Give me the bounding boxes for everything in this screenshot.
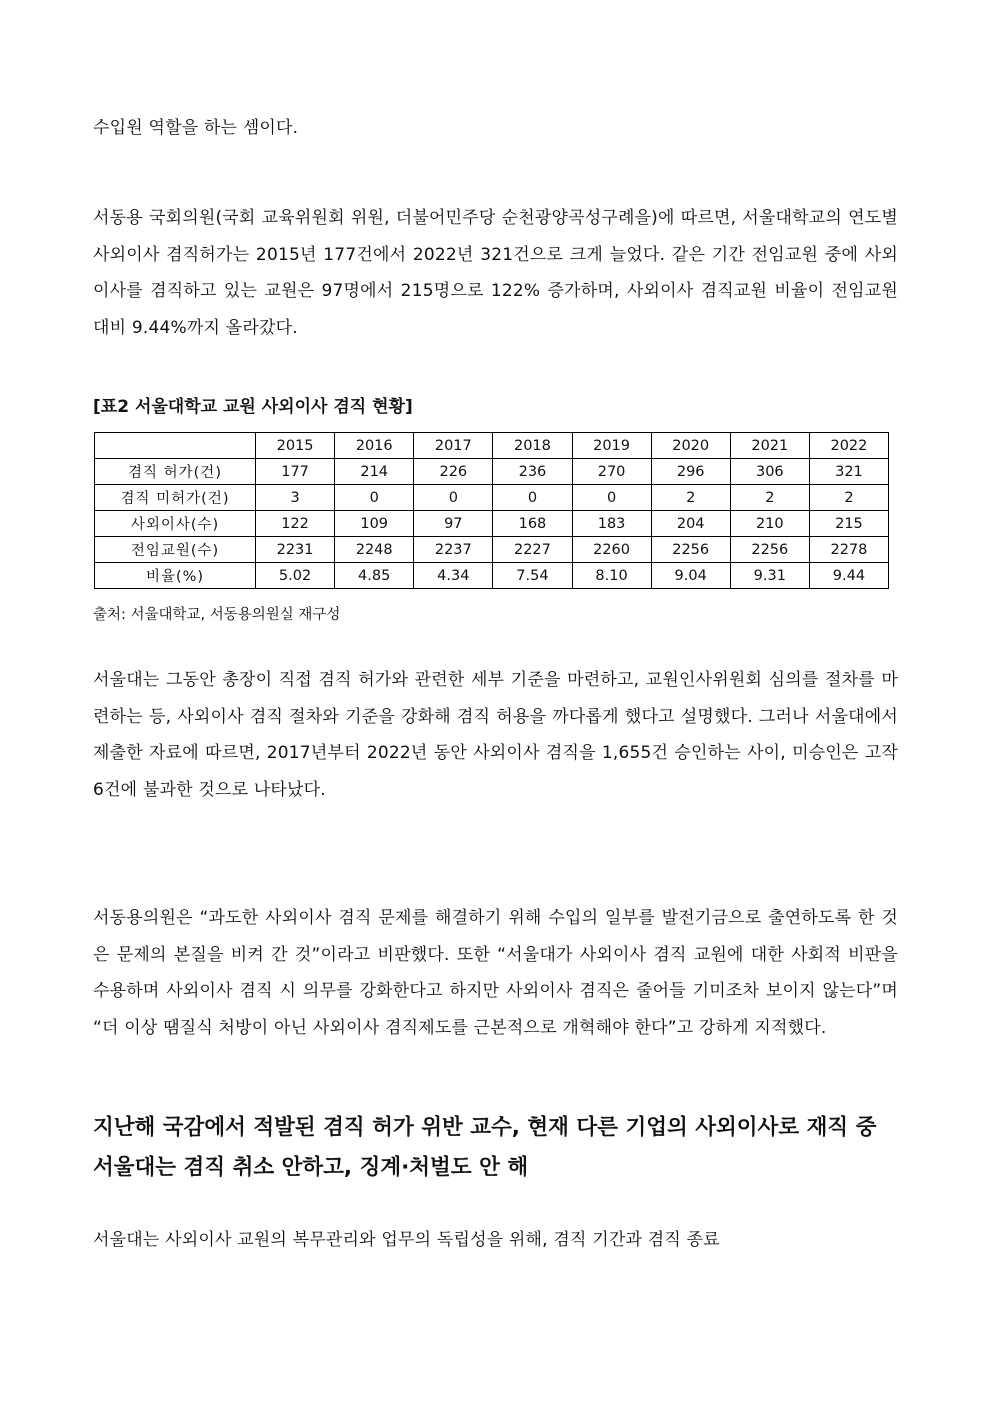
table-cell: 236 bbox=[493, 459, 572, 485]
year-header: 2019 bbox=[572, 433, 651, 459]
table-cell: 0 bbox=[493, 485, 572, 511]
year-header: 2017 bbox=[414, 433, 493, 459]
table-cell: 321 bbox=[809, 459, 888, 485]
year-header: 2021 bbox=[730, 433, 809, 459]
table-cell: 2256 bbox=[730, 537, 809, 563]
section-headline bbox=[93, 1108, 913, 1188]
table-cell: 2 bbox=[730, 485, 809, 511]
headline-line-1: 지난해 국감에서 적발된 겸직 허가 위반 교수, 현재 다른 기업의 사외이사로 재직 중 bbox=[93, 1115, 877, 1140]
table-cell: 168 bbox=[493, 511, 572, 537]
table-cell: 214 bbox=[335, 459, 414, 485]
table-row bbox=[95, 485, 889, 511]
row-label: 전임교원(수) bbox=[95, 537, 256, 563]
table-cell: 2231 bbox=[256, 537, 335, 563]
row-label: 겸직 허가(건) bbox=[95, 459, 256, 485]
table-cell: 215 bbox=[809, 511, 888, 537]
year-header: 2020 bbox=[651, 433, 730, 459]
table-cell: 306 bbox=[730, 459, 809, 485]
table-cell: 226 bbox=[414, 459, 493, 485]
row-label: 비율(%) bbox=[95, 563, 256, 589]
paragraph-statistics: 서동용 국회의원(국회 교육위원회 위원, 더불어민주당 순천광양곡성구례을)에 따르면, 서울대학교의 연도별 사외이사 겸직허가는 2015년 177건에서 2022년 321건으로 크게 늘었다. 같은 기간 전임교원 중에 사외이사를 겸직하고 있는 교원은 97명에서 215명으로 122% 증가하며, 사외이사 겸직교원 비율이 전임교원 대비 9.44%까지 올라갔다. bbox=[93, 208, 898, 338]
headline-line-2: 서울대는 겸직 취소 안하고, 징계·처벌도 안 해 bbox=[93, 1155, 529, 1180]
table-cell: 7.54 bbox=[493, 563, 572, 589]
table-cell: 2 bbox=[809, 485, 888, 511]
table-title: [표2 서울대학교 교원 사외이사 겸직 현황] bbox=[93, 397, 413, 417]
table-header-row bbox=[95, 433, 889, 459]
table-cell: 270 bbox=[572, 459, 651, 485]
table-cell: 210 bbox=[730, 511, 809, 537]
table-source-note: 출처: 서울대학교, 서동용의원실 재구성 bbox=[93, 607, 341, 623]
table-cell: 2237 bbox=[414, 537, 493, 563]
table-cell: 8.10 bbox=[572, 563, 651, 589]
table-cell: 0 bbox=[414, 485, 493, 511]
table-corner-cell bbox=[95, 433, 256, 459]
table-cell: 2256 bbox=[651, 537, 730, 563]
table-cell: 2 bbox=[651, 485, 730, 511]
table-cell: 0 bbox=[335, 485, 414, 511]
table-cell: 2260 bbox=[572, 537, 651, 563]
year-header: 2022 bbox=[809, 433, 888, 459]
table-cell: 4.85 bbox=[335, 563, 414, 589]
table-cell: 9.44 bbox=[809, 563, 888, 589]
concurrent-position-table bbox=[94, 432, 889, 589]
year-header: 2015 bbox=[256, 433, 335, 459]
table-row bbox=[95, 459, 889, 485]
table-cell: 0 bbox=[572, 485, 651, 511]
year-header: 2018 bbox=[493, 433, 572, 459]
table-row bbox=[95, 537, 889, 563]
table-cell: 296 bbox=[651, 459, 730, 485]
row-label: 겸직 미허가(건) bbox=[95, 485, 256, 511]
table-cell: 2227 bbox=[493, 537, 572, 563]
table-cell: 5.02 bbox=[256, 563, 335, 589]
table-cell: 109 bbox=[335, 511, 414, 537]
table-row bbox=[95, 563, 889, 589]
table-cell: 122 bbox=[256, 511, 335, 537]
paragraph-lawmaker-quote: 서동용의원은 “과도한 사외이사 겸직 문제를 해결하기 위해 수입의 일부를 발전기금으로 출연하도록 한 것은 문제의 본질을 비켜 간 것”이라고 비판했다. 또한 “서울대가 사외이사 겸직 교원에 대한 사회적 비판을 수용하며 사외이사 겸직 시 의무를 강화한다고 하지만 사외이사 겸직은 줄어들 기미조차 보이지 않는다”며 “더 이상 땜질식 처방이 아닌 사외이사 겸직제도를 근본적으로 개혁해야 한다”고 강하게 지적했다. bbox=[93, 908, 898, 1038]
table-cell: 3 bbox=[256, 485, 335, 511]
row-label: 사외이사(수) bbox=[95, 511, 256, 537]
paragraph-closing: 서울대는 사외이사 교원의 복무관리와 업무의 독립성을 위해, 겸직 기간과 겸직 종료 bbox=[93, 1230, 720, 1250]
table-cell: 2278 bbox=[809, 537, 888, 563]
table-cell: 9.04 bbox=[651, 563, 730, 589]
table-cell: 204 bbox=[651, 511, 730, 537]
table-cell: 183 bbox=[572, 511, 651, 537]
year-header: 2016 bbox=[335, 433, 414, 459]
table-cell: 2248 bbox=[335, 537, 414, 563]
table-cell: 177 bbox=[256, 459, 335, 485]
table-cell: 4.34 bbox=[414, 563, 493, 589]
table-cell: 9.31 bbox=[730, 563, 809, 589]
table-cell: 97 bbox=[414, 511, 493, 537]
table-row bbox=[95, 511, 889, 537]
paragraph-intro: 수입원 역할을 하는 셈이다. bbox=[93, 118, 299, 138]
paragraph-snu-response: 서울대는 그동안 총장이 직접 겸직 허가와 관련한 세부 기준을 마련하고, 교원인사위원회 심의를 절차를 마련하는 등, 사외이사 겸직 절차와 기준을 강화해 겸직 허용을 까다롭게 했다고 설명했다. 그러나 서울대에서 제출한 자료에 따르면, 2017년부터 2022년 동안 사외이사 겸직을 1,655건 승인하는 사이, 미승인은 고작 6건에 불과한 것으로 나타났다. bbox=[93, 670, 898, 800]
